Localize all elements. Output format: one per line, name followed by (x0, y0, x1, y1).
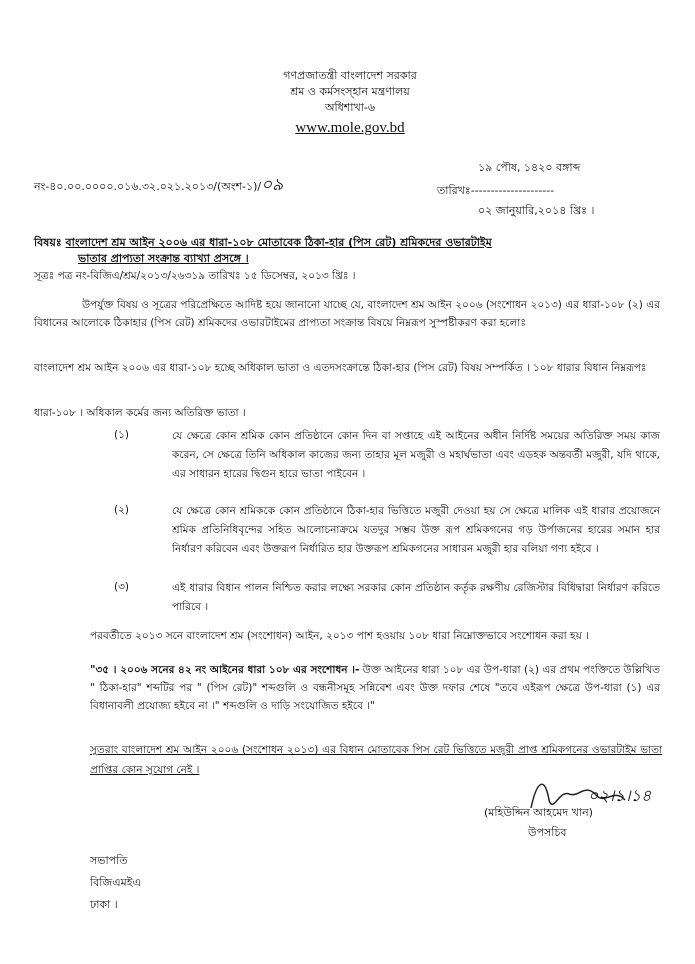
subject (34, 235, 664, 267)
clause-3-number: (৩) (114, 581, 130, 593)
memo-handwritten-number: ০৯ (261, 175, 284, 195)
clause-1-number: (১) (114, 429, 130, 441)
signatory-designation: উপসচিব (528, 826, 567, 839)
website-link[interactable]: www.mole.gov.bd (295, 120, 405, 136)
signatory-name: (মহিউদ্দিন আহমেদ খান) (484, 806, 593, 819)
recipient-title: সভাপতি (90, 854, 128, 867)
paragraph-section-108: বাংলাদেশ শ্রম আইন ২০০৬ এর ধারা-১০৮ হচ্ছে অধিকাল ভাতা ও এতদসংক্রান্তে ঠিকা-হার (পিস রেট) বিষয় সম্পর্কিত । ১০৮ ধারার বিধান নিম্নরূপঃ (34, 362, 647, 374)
clause-1-text: যে ক্ষেত্রে কোন শ্রমিক কোন প্রতিষ্ঠানে কোন দিন বা সপ্তাহে এই আইনের অধীন নির্দিষ্ট সময়ের অতিরিক্ত সময় কাজ করেন, সে ক্ষেত্রে তিনি অধিকাল কাজের জন্য তাহার মূল মজুরী ও মহার্ঘভাতা এবং এডহক অন্তবর্তী মজুরী, যদি থাকে, এর সাধারন হারের দ্বিগুন হারে ভাতা পাইবেন । (172, 430, 660, 480)
amendment-heading: "৩৫ । ২০০৬ সনের ৪২ নং আইনের ধারা ১০৮ এর সংশোধন ।- (90, 664, 360, 676)
subject-line-2: ভাতার প্রাপ্যতা সংক্রান্ত ব্যাখ্যা প্রসঙ্গে । (78, 252, 249, 265)
recipient-city: ঢাকা । (90, 898, 118, 911)
ministry-header (250, 68, 450, 136)
subject-label: বিষয়ঃ (34, 236, 62, 249)
conclusion: সুতরাং বাংলাদেশ শ্রম আইন ২০০৬ (সংশোধন ২০১৩) এর বিধান মোতাবেক পিস রেট ভিত্তিতে মজুরী প্রাপ্ত শ্রমিকগনের ওভারটাইম ভাতা প্রাপ্তির কোন সুযোগ নেই । (90, 744, 662, 776)
paragraph-intro: উপর্যুক্ত বিষয় ও সূত্রের পরিপ্রেক্ষিতে আদিষ্ট হয়ে জানানো যাচ্ছে যে, বাংলাদেশ শ্রম আইন ২০০৬ (সংশোধন ২০১৩) এর ধারা-১০৮ (২) এর বিধানের আলোকে ঠিকাহার (পিস রেট) শ্রমিকদের ওভারটাইমের প্রাপ্যতা সংক্রান্ত বিষয়ে নিম্নরূপ সুস্পষ্টীকরণ করা হলোঃ (34, 299, 660, 329)
date-bangla: ১৯ পৌষ, ১৪২০ বঙ্গাব্দ (478, 161, 581, 174)
clause-2-text: যে ক্ষেত্রে কোন শ্রমিককে কোন প্রতিষ্ঠানে ঠিকা-হার ভিত্তিতে মজুরী দেওয়া হয় সে ক্ষেত্রে মালিক এই ধারার প্রয়োজনে শ্রমিক প্রতিনিধিবৃন্দের সহিত আলোচনাক্রমে যতদুর সম্ভব উক্ত রূপ শ্রমিকগনের গড় উর্পাজনের হারের সমান হার নির্ধারণ করিবেন এবং উক্তরূপ নির্ধারিত হার উক্তরূপ শ্রমিকগনের সাধারন মজুরী হার বলিয়া গণ্য হইবে । (172, 505, 660, 555)
signature-date: ০২।১।১৪ (588, 786, 652, 805)
clause-3-text: এই ধারার বিধান পালন নিশ্চিত করার লক্ষ্যে সরকার কোন প্রতিষ্ঠান কর্তৃক রক্ষণীয় রেজিস্টার বিধিদ্বারা নির্ধারণ করিতে পারিবে । (172, 582, 660, 613)
reference: সূত্রঃ পত্র নং-বিজিএ/শ্রম/২০১৩/২৬৩১৯ তারিখঃ ১৫ ডিসেম্বর, ২০১৩ খ্রিঃ । (34, 270, 356, 282)
recipient-org: বিজিএমইএ (90, 876, 141, 889)
amendment-text: উক্ত আইনের ধারা ১০৮ এর উপ-ধারা (২) এর প্রথম পংক্তিতে উল্লিখিত " ঠিকা-হার" শব্দটির পর " (পিস রেট)" শব্দগুলি ও বন্ধনীসমূহ সন্নিবেশ এবং উক্ত দফার শেষে "তবে এইরূপ ক্ষেত্রে উপ-ধারা (১) এর বিধানাবলী প্রযোজ্য হইবে না ।" শব্দগুলি ও দাড়ি সংযোজিত হইবে ।" (90, 664, 660, 712)
recipient-block (90, 850, 141, 916)
branch-name: অধিশাখা-৬ (324, 101, 376, 114)
date-label: তারিখঃ--------------------- (437, 184, 555, 197)
subject-line-1: বাংলাদেশ শ্রম আইন ২০০৬ এর ধারা-১০৮ মোতাবেক ঠিকা-হার (পিস রেট) শ্রমিকদের ওভারটাইম (65, 236, 492, 249)
govt-name: গণপ্রজাতন্ত্রী বাংলাদেশ সরকার (283, 69, 417, 82)
memo-number-text: নং-৪০.০০.০০০০.০১৬.৩২.০২১.২০১৩/(অংশ-১)/ (34, 180, 262, 193)
amendment-quote (90, 661, 660, 715)
paragraph-amendment-intro: পরবর্তীতে ২০১৩ সনে বাংলাদেশ শ্রম (সংশোধন) আইন, ২০১৩ পাশ হওয়ায় ১০৮ ধারা নিম্নোক্তভাবে সংশোধন করা হয় । (90, 630, 589, 642)
date-english: ০২ জানুয়ারি,২০১৪ খ্রিঃ । (478, 204, 595, 217)
ministry-name: শ্রম ও কর্মসংস্হান মন্ত্রণালয় (290, 85, 410, 98)
clause-2-number: (২) (114, 504, 130, 516)
memo-number (34, 177, 283, 195)
section-heading: ধারা-১০৮ । অধিকাল কর্মের জন্য অতিরিক্ত ভাতা । (34, 407, 246, 419)
